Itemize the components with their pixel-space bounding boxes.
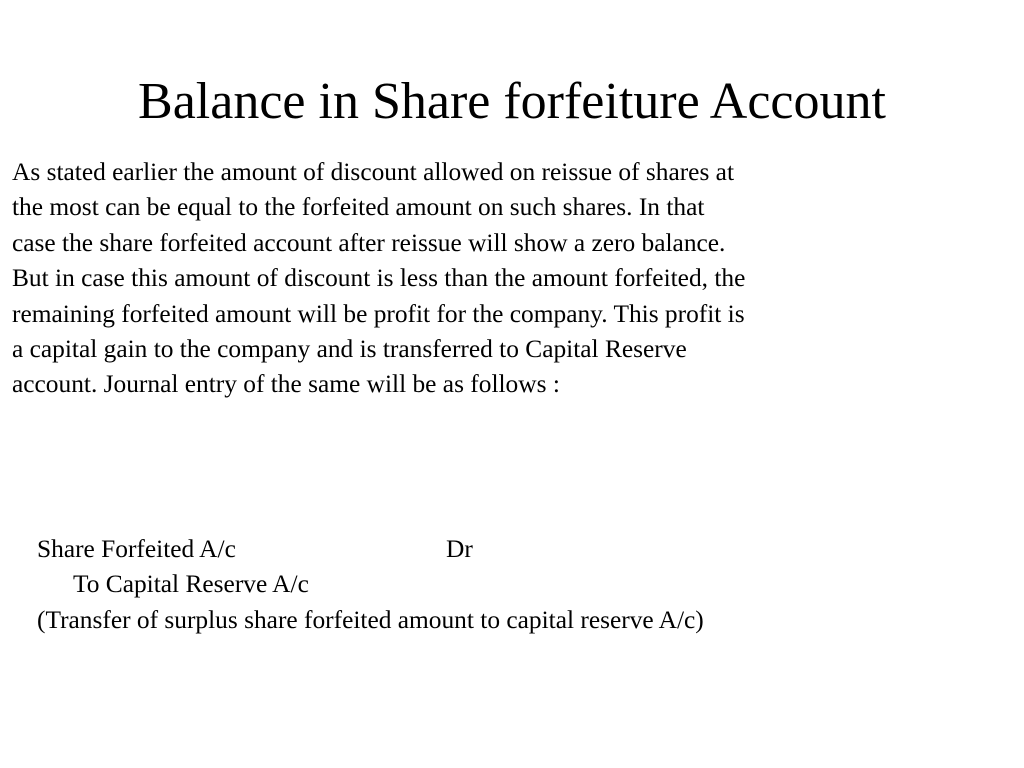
journal-debit-row — [37, 532, 997, 567]
debit-account: Share Forfeited A/c — [37, 535, 236, 563]
journal-entry — [37, 532, 997, 638]
paragraph-line: As stated earlier the amount of discount allowed on reissue of shares at — [12, 158, 735, 186]
paragraph-line: account. Journal entry of the same will be as follows : — [12, 370, 560, 399]
journal-narration-row — [37, 603, 997, 638]
paragraph-line: case the share forfeited account after reissue will show a zero balance. — [12, 228, 726, 257]
journal-credit-row — [37, 567, 997, 602]
paragraph-line: a capital gain to the company and is transferred to Capital Reserve — [12, 335, 687, 364]
paragraph-line: remaining forfeited amount will be profit for the company. This profit is — [12, 299, 745, 328]
debit-marker: Dr — [446, 535, 473, 563]
paragraph-line: the most can be equal to the forfeited amount on such shares. In that — [12, 193, 705, 222]
slide-title: Balance in Share forfeiture Account — [138, 73, 886, 130]
journal-narration: (Transfer of surplus share forfeited amount to capital reserve A/c) — [37, 605, 704, 634]
explanation-paragraph — [12, 155, 1012, 403]
paragraph-line: But in case this amount of discount is less than the amount forfeited, the — [12, 264, 746, 293]
credit-account: To Capital Reserve A/c — [73, 570, 309, 599]
